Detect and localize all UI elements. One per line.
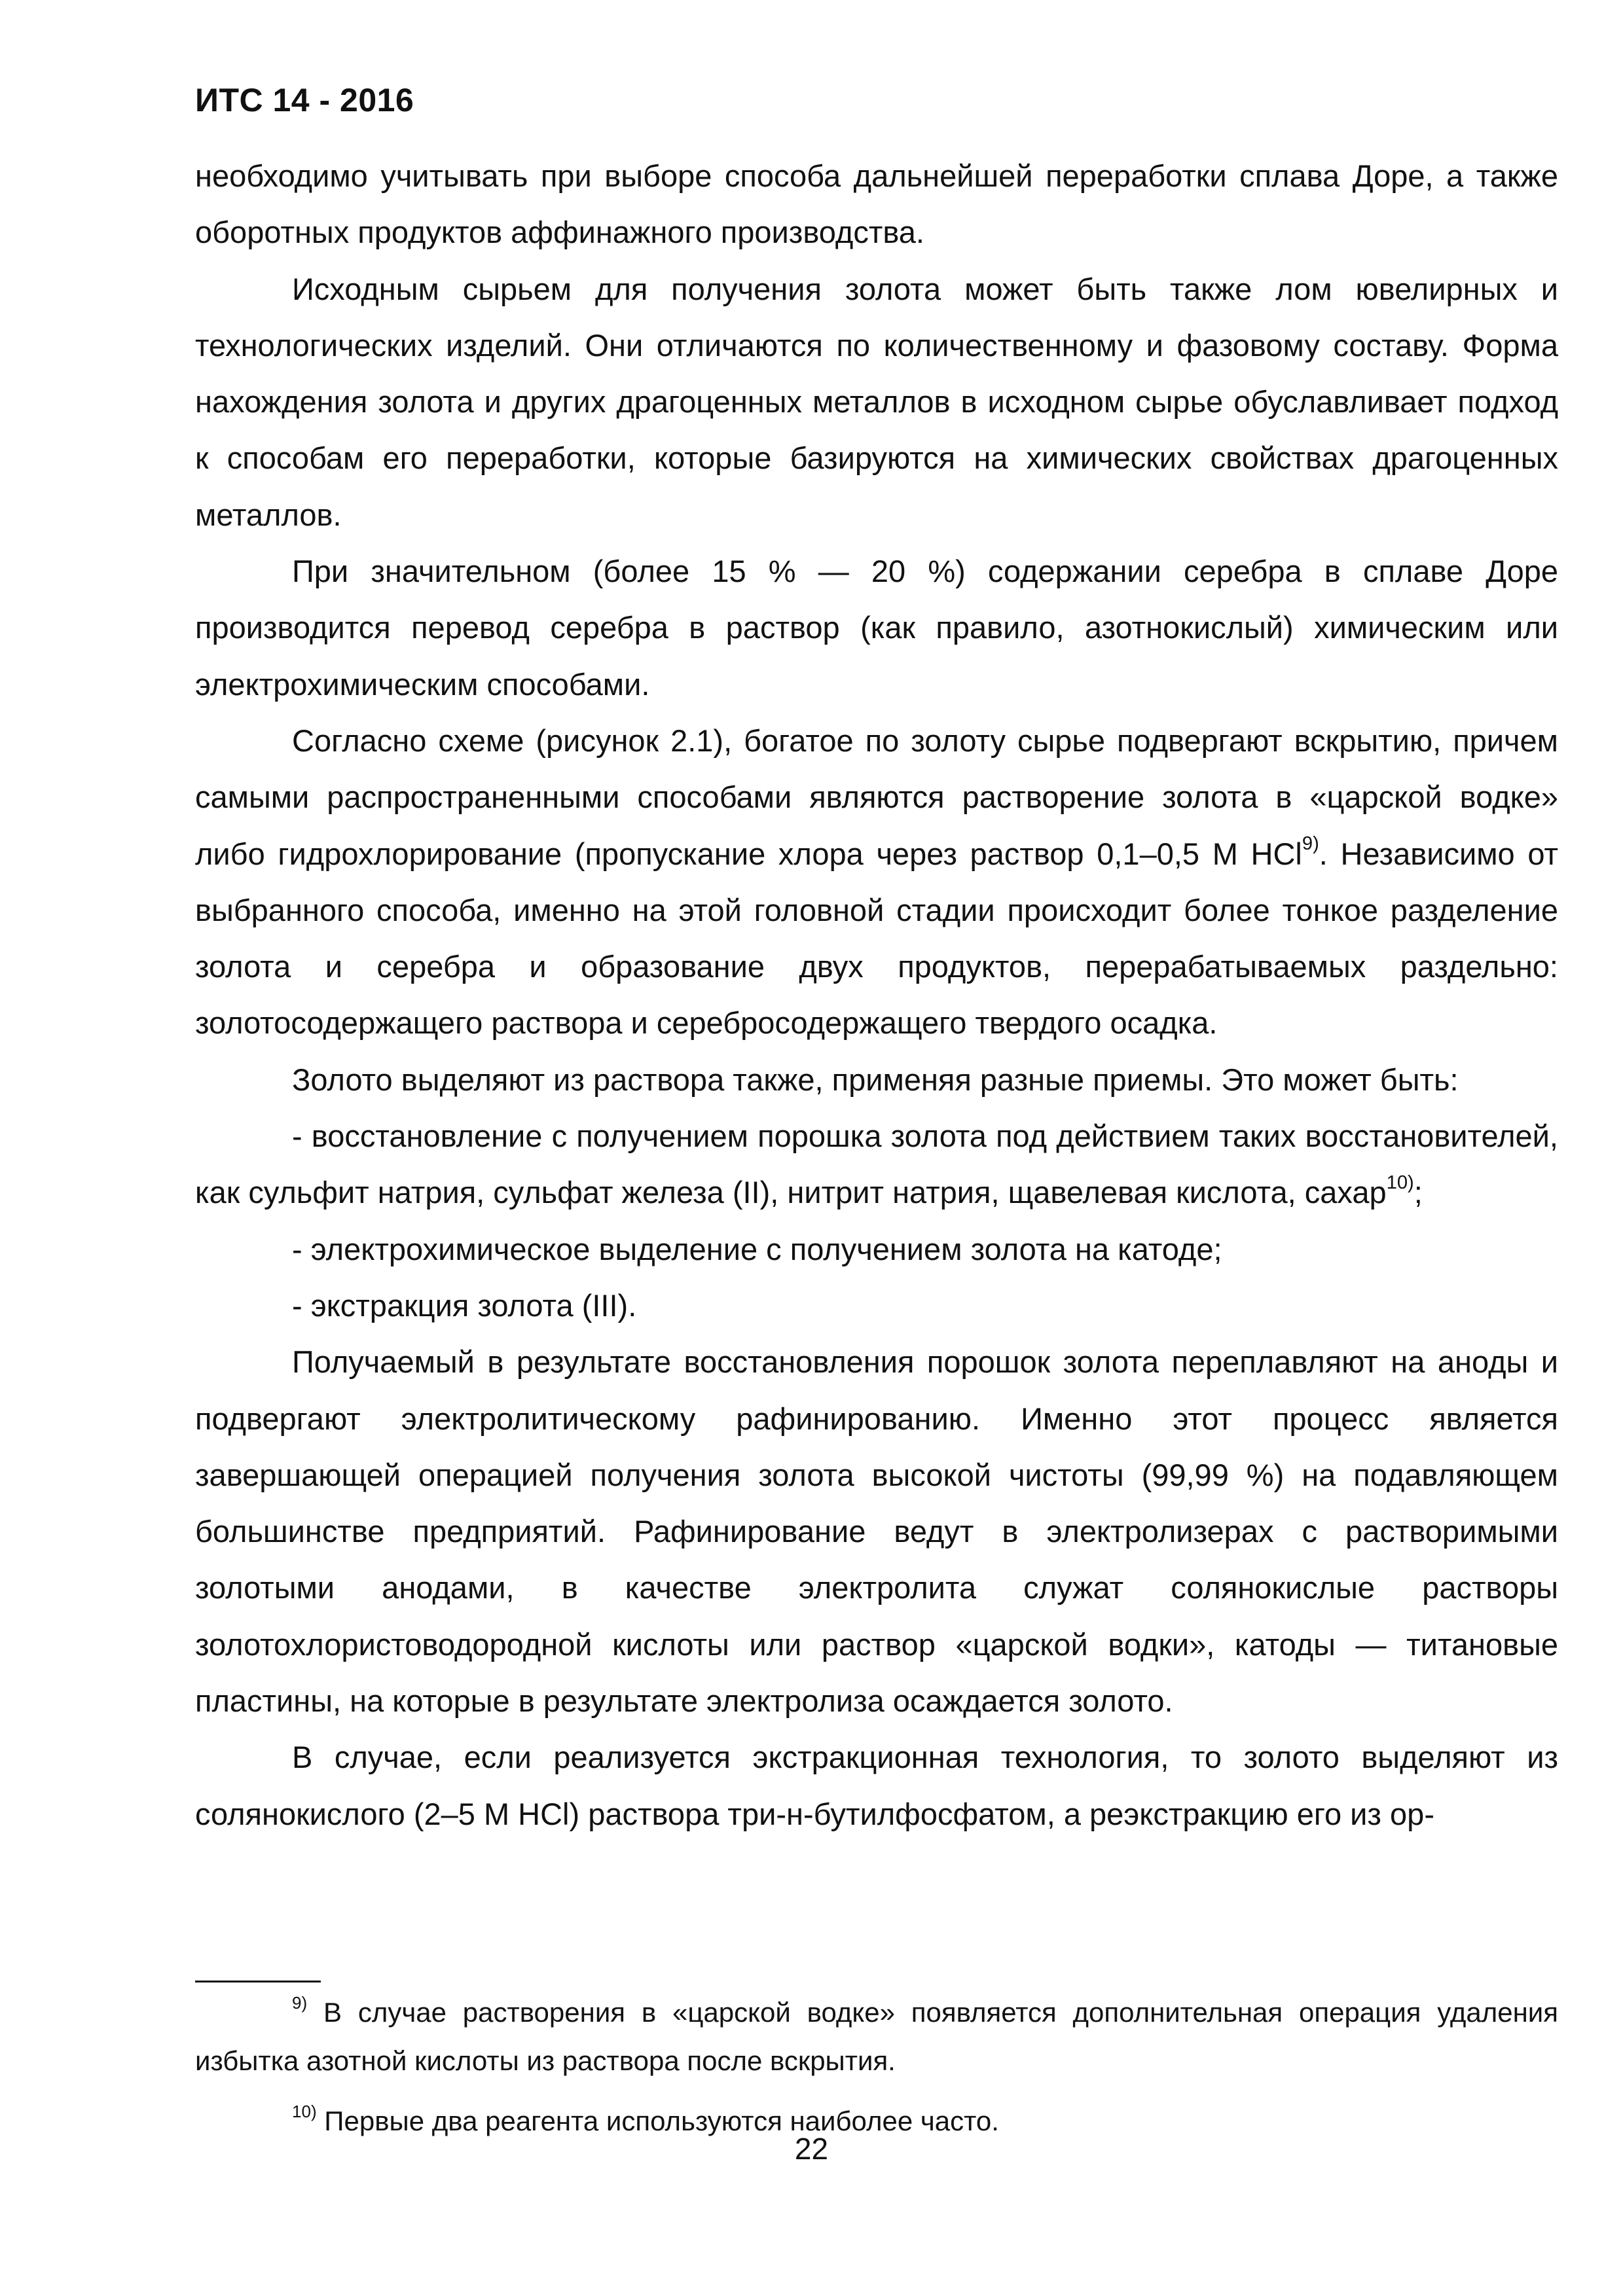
- page-number: 22: [794, 2132, 829, 2166]
- paragraph-opening-text-start: Согласно схеме (рисунок 2.1), богатое по золоту сырье подвергают вскрытию, причем самыми распространенными способами являются растворение золота в «царской водке» либо гидрохлорирование (пропускание хлора через раствор 0,1–0,5 M HCl: [195, 723, 1558, 871]
- paragraph-gold-recovery-intro: Золото выделяют из раствора также, применяя разные приемы. Это может быть:: [292, 1062, 1459, 1097]
- footnote-10-text: Первые два реагента используются наиболее часто.: [316, 2106, 999, 2136]
- paragraph-silver-content: При значительном (более 15 % — 20 %) содержании серебра в сплаве Доре производится перевод серебра в раствор (как правило, азотнокислый) химическим или электрохимическим способами.: [195, 554, 1558, 702]
- document-header: ИТС 14 - 2016: [195, 82, 414, 118]
- paragraph-raw-materials: Исходным сырьем для получения золота может быть также лом ювелирных и технологических изделий. Они отличаются по количественному и фазовому составу. Форма нахождения золота и других драгоценных металлов в исходном сырье обуславливает подход к способам его переработки, которые базируются на химических свойствах драгоценных металлов.: [195, 271, 1558, 532]
- footnote-9: [195, 1988, 1558, 2085]
- footnote-mark-10: 10): [292, 2101, 317, 2121]
- paragraph-refining: Получаемый в результате восстановления порошок золота переплавляют на аноды и подвергают электролитическому рафинированию. Именно этот процесс является завершающей операцией получения золота высокой чистоты (99,99 %) на подавляющем большинстве предприятий. Рафинирование ведут в электролизерах с растворимыми золотыми анодами, в качестве электролита служат солянокислые растворы золотохлористоводородной кислоты или раствор «царской водки», катоды — титановые пластины, на которые в результате электролиза осаждается золото.: [195, 1344, 1558, 1719]
- footnotes: [195, 1988, 1558, 2145]
- paragraph-continuation: необходимо учитывать при выборе способа дальнейшей переработки сплава Доре, а также оборотных продуктов аффинажного производства.: [195, 158, 1558, 250]
- list-item-electrochemical: - электрохимическое выделение с получением золота на катоде;: [292, 1231, 1222, 1266]
- list-item-extraction: - экстракция золота (III).: [292, 1287, 637, 1323]
- body-text: [195, 148, 1558, 1842]
- paragraph-opening-text-end: . Независимо от выбранного способа, именно на этой головной стадии происходит более тонкое разделение золота и серебра и образование двух продуктов, перерабатываемых раздельно: золотосодержащего раствора и серебросодержащего твердого осадка.: [195, 836, 1558, 1041]
- paragraph-opening-scheme: [195, 713, 1558, 1052]
- list-item-reduction: [195, 1108, 1558, 1221]
- footnote-divider: [195, 1981, 321, 1982]
- footnote-9-text: В случае растворения в «царской водке» появляется дополнительная операция удаления избытка азотной кислоты из раствора после вскрытия.: [195, 1997, 1558, 2076]
- list-item-reduction-text: - восстановление с получением порошка золота под действием таких восстановителей, как сульфит натрия, сульфат железа (II), нитрит натрия, щавелевая кислота, сахар: [195, 1119, 1558, 1210]
- footnote-mark-9: 9): [292, 1992, 308, 2013]
- footnote-ref-9[interactable]: 9): [1302, 833, 1319, 855]
- paragraph-extraction-technology: В случае, если реализуется экстракционная технология, то золото выделяют из солянокислого (2–5 M HCl) раствора три-н-бутилфосфатом, а реэкстракцию его из ор-: [195, 1740, 1558, 1831]
- footnote-ref-10[interactable]: 10): [1386, 1172, 1414, 1193]
- list-item-reduction-end: ;: [1413, 1175, 1423, 1210]
